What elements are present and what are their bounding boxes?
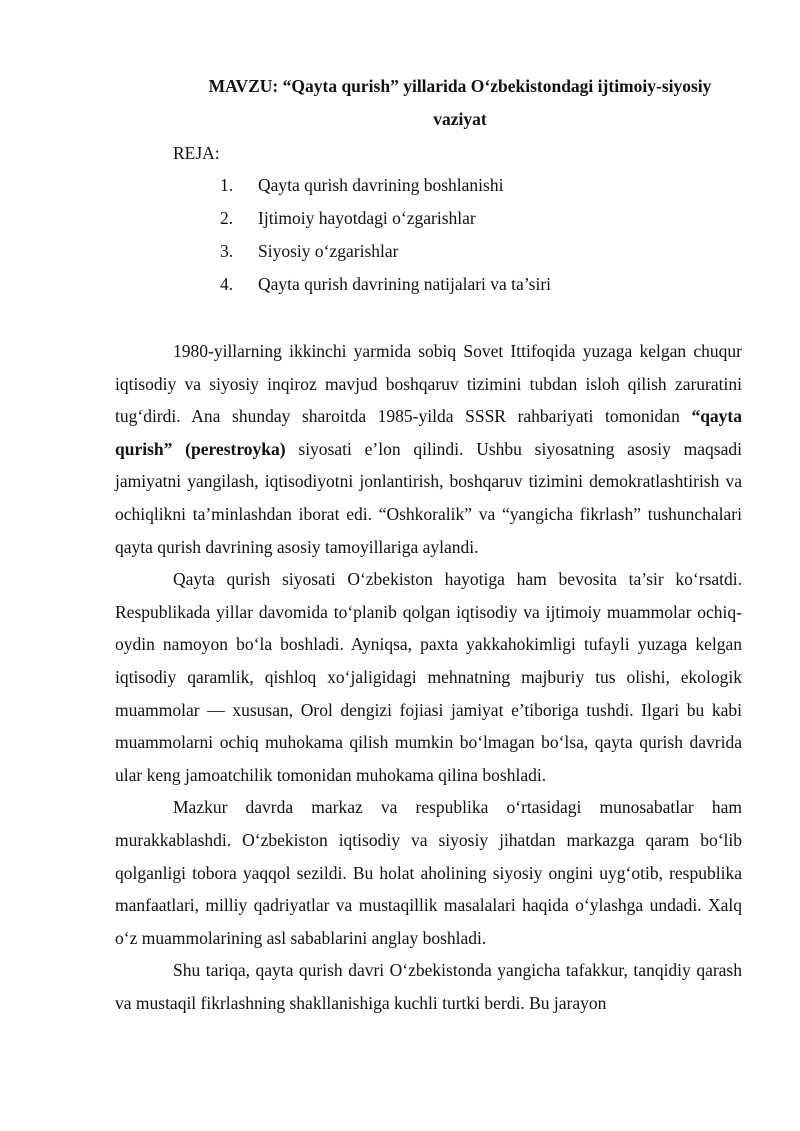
title-line-2: vaziyat bbox=[433, 109, 487, 129]
document-body bbox=[115, 335, 742, 1019]
paragraph-1-start: 1980-yillarning ikkinchi yarmida sobiq Sovet Ittifoqida yuzaga kelgan chuqur iqtisodiy va siyosiy inqiroz mavjud boshqaruv tizimini tubdan isloh qilish zaruratini tug‘dirdi. Ana shunday sharoitda 1985-yilda SSSR rahbariyati tomonidan bbox=[115, 341, 742, 427]
plan-item-text: Qayta qurish davrining boshlanishi bbox=[258, 175, 504, 195]
plan-item-number: 2. bbox=[220, 208, 234, 228]
paragraph-2: Qayta qurish siyosati O‘zbekiston hayotiga ham bevosita ta’sir ko‘rsatdi. Respublikada yillar davomida to‘planib qolgan iqtisodiy va ijtimoiy muammolar ochiq-oydin namoyon bo‘la boshladi. Ayniqsa, paxta yakkahokimligi tufayli yuzaga kelgan iqtisodiy qaramlik, qishloq xo‘jaligidagi mehnatning majburiy tus olishi, ekologik muammolar — xususan, Orol dengizi fojiasi jamiyat e’tiboriga tushdi. Ilgari bu kabi muammolarni ochiq muhokama qilish mumkin bo‘lmagan bo‘lsa, qayta qurish davrida ular keng jamoatchilik tomonidan muhokama qilina boshladi. bbox=[115, 569, 742, 785]
plan-heading: REJA: bbox=[173, 143, 220, 163]
plan-list bbox=[220, 172, 551, 304]
paragraph-1 bbox=[115, 335, 742, 563]
document-title bbox=[150, 70, 770, 136]
plan-item bbox=[220, 271, 551, 304]
paragraph-1-bold-term: “qayta qurish” (perestroyka) bbox=[115, 406, 742, 459]
plan-item-text: Ijtimoiy hayotdagi o‘zgarishlar bbox=[258, 208, 476, 228]
paragraph-4: Shu tariqa, qayta qurish davri O‘zbekistonda yangicha tafakkur, tanqidiy qarash va mustaqil fikrlashning shakllanishiga kuchli turtki berdi. Bu jarayon bbox=[115, 960, 742, 1013]
paragraph-1-end: siyosati e’lon qilindi. Ushbu siyosatning asosiy maqsadi jamiyatni yangilash, iqtisodiyotni jonlantirish, boshqaruv tizimini demokratlashtirish va ochiqlikni ta’minlashdan iborat edi. “Oshkoralik” va “yangicha fikrlash” tushunchalari qayta qurish davrining asosiy tamoyillariga aylandi. bbox=[115, 438, 742, 557]
title-line-1: MAVZU: “Qayta qurish” yillarida O‘zbekistondagi ijtimoiy-siyosiy bbox=[208, 76, 712, 96]
paragraph-3: Mazkur davrda markaz va respublika o‘rtasidagi munosabatlar ham murakkablashdi. O‘zbekiston iqtisodiy va siyosiy jihatdan markazga qaram bo‘lib qolganligi tobora yaqqol sezildi. Bu holat aholining siyosiy ongini uyg‘otib, respublika manfaatlari, milliy qadriyatlar va mustaqillik masalalari haqida o‘ylashga undadi. Xalq o‘z muammolarining asl sabablarini anglay boshladi. bbox=[115, 797, 742, 948]
plan-item-text: Siyosiy o‘zgarishlar bbox=[258, 241, 399, 261]
plan-item bbox=[220, 205, 551, 238]
plan-item bbox=[220, 172, 551, 205]
plan-item-number: 3. bbox=[220, 241, 234, 261]
plan-item bbox=[220, 238, 551, 271]
plan-item-number: 4. bbox=[220, 274, 234, 294]
plan-item-text: Qayta qurish davrining natijalari va ta’siri bbox=[258, 274, 552, 294]
plan-item-number: 1. bbox=[220, 175, 234, 195]
